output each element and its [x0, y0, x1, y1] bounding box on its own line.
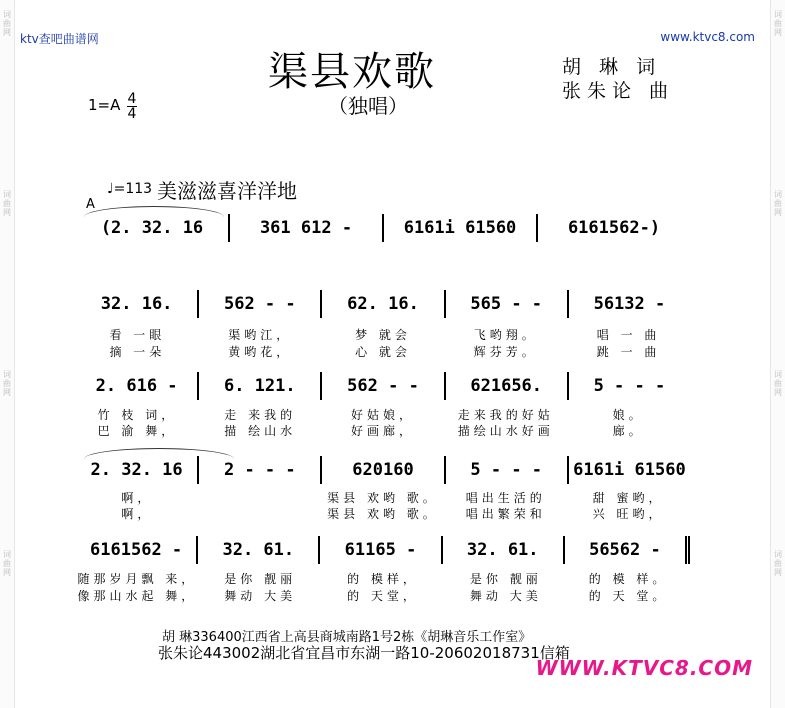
- lyric: 摘 一朵: [109, 345, 166, 359]
- site-url-right: www.ktvc8.com: [660, 30, 755, 44]
- score-row-5: [76, 536, 690, 564]
- score-row-3: [76, 372, 690, 400]
- watermark-text: 词曲网: [3, 550, 11, 577]
- lyric: 好画廊，: [350, 424, 415, 438]
- lyric-line: [76, 326, 690, 343]
- lyric: 心 就会: [355, 345, 411, 359]
- lyric: 飞哟翔。: [473, 328, 538, 342]
- lyric: 像那山水起 舞，: [77, 589, 198, 603]
- lyric: 走 来我的: [224, 408, 297, 422]
- tempo-marking: ♩=113: [107, 181, 153, 197]
- lyric: 的 天 堂。: [588, 589, 669, 603]
- lyric: 舞动 大美: [224, 589, 297, 603]
- lyric: [199, 505, 322, 522]
- lyric: 唱出生活的: [465, 491, 546, 505]
- site-name-left: ktv查吧曲谱网: [20, 32, 99, 46]
- song-subtitle: （独唱）: [328, 94, 408, 118]
- measure: 562 - -: [197, 290, 320, 318]
- measure: 620160: [320, 456, 443, 484]
- right-watermark-strip: [770, 0, 785, 708]
- lyric: 走来我的好姑: [457, 408, 554, 422]
- expression-text: 美滋滋喜洋洋地: [157, 179, 297, 203]
- measure: (2. 32. 16: [100, 218, 204, 238]
- watermark-text: 词曲网: [774, 10, 782, 37]
- lyric-line: [76, 587, 690, 604]
- lyric: 甜 蜜哟，: [592, 491, 665, 505]
- lyric: 啊，: [121, 491, 154, 505]
- lyric: 巴 渝 舞，: [97, 424, 178, 438]
- lyric-line: [76, 406, 690, 423]
- lyric: 是你 靓丽: [224, 572, 297, 586]
- composer-credit: 张朱论 曲: [562, 80, 675, 102]
- lyric: 唱 一 曲: [596, 328, 661, 342]
- lyric: 兴 旺哟，: [592, 507, 665, 521]
- footer-address-lyricist: 胡 琳336400江西省上高县商城南路1号2栋《胡琳音乐工作室》: [162, 630, 532, 645]
- lyric: 看 一眼: [109, 328, 166, 342]
- measure: 6161562 -: [90, 540, 183, 560]
- lyric-line: [76, 489, 690, 506]
- lyric-line: [76, 570, 690, 587]
- lyric: 啊，: [121, 507, 154, 521]
- time-signature-bottom: 4: [127, 106, 137, 122]
- measure: 6. 121.: [197, 372, 320, 400]
- measure: 32. 16.: [100, 294, 173, 314]
- measure: 2. 32. 16: [90, 460, 183, 480]
- lyric: 跳 一 曲: [596, 345, 661, 359]
- score-row-2: [76, 290, 690, 318]
- measure-final: 56562 -: [563, 536, 690, 564]
- rehearsal-mark: A: [86, 197, 95, 212]
- measure: 562 - -: [320, 372, 443, 400]
- measure: 2. 616 -: [95, 376, 178, 396]
- time-signature-top: 4: [127, 91, 137, 107]
- watermark-text: 词曲网: [3, 370, 11, 397]
- footer-address-composer: 张朱论443002湖北省宜昌市东湖一路10-20602018731信箱: [158, 644, 570, 662]
- measure: 361 612 -: [228, 214, 382, 242]
- watermark-text: 词曲网: [774, 190, 782, 217]
- score-row-1: [76, 214, 690, 242]
- lyric: 的 模样，: [347, 572, 419, 586]
- lyric: 的 模 样。: [588, 572, 669, 586]
- lyric: [199, 489, 322, 506]
- measure: 56132 -: [567, 290, 690, 318]
- measure: 565 - -: [444, 290, 567, 318]
- watermark-text: 词曲网: [774, 370, 782, 397]
- measure: 32. 61.: [441, 536, 563, 564]
- key-signature: 1=A: [88, 96, 121, 114]
- lyric: 好姑娘，: [350, 408, 415, 422]
- left-watermark-strip: [0, 0, 15, 708]
- watermark-text: 词曲网: [3, 10, 11, 37]
- measure: 2 - - -: [197, 456, 320, 484]
- measure: 62. 16.: [320, 290, 443, 318]
- footer-site-logo: WWW.KTVC8.COM: [535, 656, 753, 680]
- lyric: 渠哟江，: [228, 328, 293, 342]
- lyric-line: [76, 505, 690, 522]
- song-title: 渠县欢歌: [268, 49, 436, 95]
- lyric: 舞动 大美: [469, 589, 542, 603]
- measure: 61165 -: [318, 536, 440, 564]
- lyric-line: [76, 343, 690, 360]
- lyric: 梦 就会: [355, 328, 411, 342]
- lyric: 娘。: [612, 408, 645, 422]
- lyric: 黄哟花，: [228, 345, 293, 359]
- lyric: 竹 枝 词，: [97, 408, 178, 422]
- lyric: 是你 靓丽: [469, 572, 542, 586]
- measure: 6161562-): [536, 214, 690, 242]
- lyric: 的 天堂，: [347, 589, 419, 603]
- measure: 6161i 61560: [382, 214, 536, 242]
- score-row-4: [76, 456, 690, 484]
- lyric: 描绘山水好画: [457, 424, 554, 438]
- measure: 5 - - -: [444, 456, 567, 484]
- measure: 6161i 61560: [567, 456, 690, 484]
- watermark-text: 词曲网: [774, 550, 782, 577]
- lyric: 唱出繁荣和: [465, 507, 546, 521]
- measure: 5 - - -: [567, 372, 690, 400]
- lyric-line: [76, 422, 690, 439]
- lyricist-credit: 胡 琳 词: [562, 56, 662, 78]
- lyric: 渠县 欢哟 歌。: [327, 491, 439, 505]
- measure: 621656.: [444, 372, 567, 400]
- watermark-text: 词曲网: [3, 190, 11, 217]
- lyric: 描 绘山水: [224, 424, 297, 438]
- time-signature: [127, 92, 137, 121]
- lyric: 辉芬芳。: [473, 345, 538, 359]
- lyric: 随那岁月飘 来，: [77, 572, 198, 586]
- lyric: 廊。: [612, 424, 645, 438]
- lyric: 渠县 欢哟 歌。: [327, 507, 439, 521]
- measure: 32. 61.: [196, 536, 318, 564]
